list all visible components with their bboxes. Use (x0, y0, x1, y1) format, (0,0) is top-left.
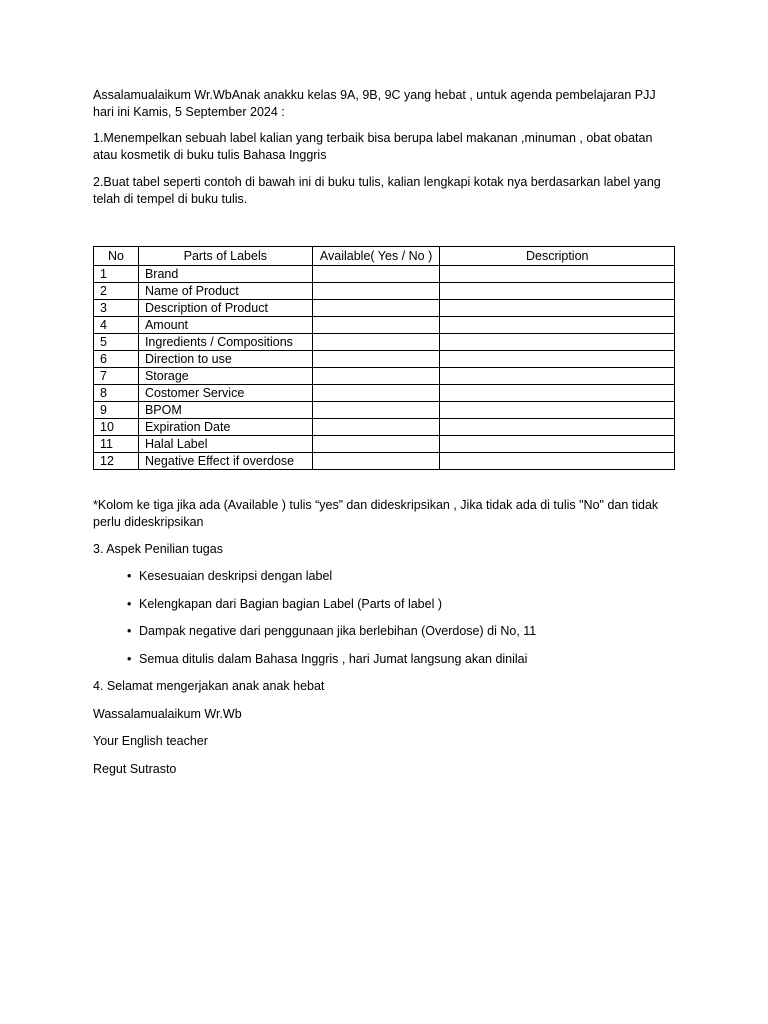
instruction-step-2: 2.Buat tabel seperti contoh di bawah ini di buku tulis, kalian lengkapi kotak nya berdasarkan label yang telah di tempel di buku tulis. (93, 175, 661, 206)
row-part-of-label: Description of Product (138, 300, 312, 317)
instruction-step-1: 1.Menempelkan sebuah label kalian yang terbaik bisa berupa label makanan ,minuman , obat obatan atau kosmetik di buku tulis Bahasa Inggris (93, 131, 653, 162)
row-description-cell (440, 266, 675, 283)
assessment-list (93, 568, 678, 668)
closing-step-4: 4. Selamat mengerjakan anak anak hebat (93, 679, 325, 693)
row-part-of-label: Name of Product (138, 283, 312, 300)
row-available-cell (312, 283, 440, 300)
farewell-text: Wassalamualaikum Wr.Wb (93, 706, 242, 721)
row-available-cell (312, 317, 440, 334)
assessment-item-text: Dampak negative dari penggunaan jika berlebihan (Overdose) di No, 11 (139, 624, 537, 638)
row-available-cell (312, 419, 440, 436)
assessment-item-text: Kesesuaian deskripsi dengan label (139, 569, 333, 583)
row-description-cell (440, 419, 675, 436)
assessment-heading: 3. Aspek Penilian tugas (93, 542, 223, 556)
row-available-cell (312, 385, 440, 402)
row-number: 7 (94, 368, 139, 385)
row-description-cell (440, 368, 675, 385)
row-number: 1 (94, 266, 139, 283)
bullet-icon: • (127, 651, 132, 666)
row-part-of-label: Ingredients / Compositions (138, 334, 312, 351)
table-row (94, 368, 675, 385)
greeting-paragraph: Assalamualaikum Wr.WbAnak anakku kelas 9A, 9B, 9C yang hebat , untuk agenda pembelajaran PJJ hari ini Kamis, 5 September 2024 : (93, 88, 656, 119)
document-page (93, 87, 678, 788)
table-header-row (94, 247, 675, 266)
table-row (94, 419, 675, 436)
row-number: 11 (94, 436, 139, 453)
table-row (94, 402, 675, 419)
table-row (94, 436, 675, 453)
row-available-cell (312, 266, 440, 283)
row-part-of-label: Brand (138, 266, 312, 283)
row-part-of-label: BPOM (138, 402, 312, 419)
row-description-cell (440, 334, 675, 351)
table-row (94, 317, 675, 334)
row-number: 6 (94, 351, 139, 368)
row-number: 9 (94, 402, 139, 419)
assessment-item (93, 651, 678, 668)
header-no: No (94, 247, 139, 266)
bullet-icon: • (127, 596, 132, 611)
table-row (94, 453, 675, 470)
row-number: 3 (94, 300, 139, 317)
row-part-of-label: Amount (138, 317, 312, 334)
row-description-cell (440, 385, 675, 402)
assessment-item (93, 596, 678, 613)
assessment-item (93, 623, 678, 640)
row-available-cell (312, 368, 440, 385)
row-part-of-label: Costomer Service (138, 385, 312, 402)
row-available-cell (312, 300, 440, 317)
row-part-of-label: Expiration Date (138, 419, 312, 436)
row-number: 12 (94, 453, 139, 470)
row-description-cell (440, 317, 675, 334)
row-available-cell (312, 351, 440, 368)
row-description-cell (440, 351, 675, 368)
teacher-role: Your English teacher (93, 734, 208, 748)
label-parts-table (93, 246, 675, 470)
table-row (94, 385, 675, 402)
assessment-item (93, 568, 678, 585)
table-row (94, 300, 675, 317)
table-row (94, 334, 675, 351)
row-description-cell (440, 436, 675, 453)
row-number: 10 (94, 419, 139, 436)
row-number: 5 (94, 334, 139, 351)
row-part-of-label: Storage (138, 368, 312, 385)
row-description-cell (440, 402, 675, 419)
note-paragraph: *Kolom ke tiga jika ada (Available ) tulis “yes” dan dideskripsikan , Jika tidak ada di tulis "No" dan tidak perlu dideskripsikan (93, 498, 659, 529)
header-parts-of-labels: Parts of Labels (138, 247, 312, 266)
table-row (94, 351, 675, 368)
row-number: 8 (94, 385, 139, 402)
row-available-cell (312, 402, 440, 419)
table-body (94, 266, 675, 470)
bullet-icon: • (127, 624, 132, 638)
spacer (93, 218, 678, 246)
header-available: Available( Yes / No ) (312, 247, 440, 266)
row-description-cell (440, 300, 675, 317)
assessment-item-text: Kelengkapan dari Bagian bagian Label (Parts of label ) (139, 596, 442, 611)
row-part-of-label: Halal Label (138, 436, 312, 453)
row-description-cell (440, 283, 675, 300)
row-number: 4 (94, 317, 139, 334)
row-part-of-label: Direction to use (138, 351, 312, 368)
table-row (94, 283, 675, 300)
teacher-name: Regut Sutrasto (93, 761, 177, 776)
row-available-cell (312, 453, 440, 470)
row-number: 2 (94, 283, 139, 300)
assessment-item-text: Semua ditulis dalam Bahasa Inggris , hari Jumat langsung akan dinilai (139, 651, 528, 666)
table-row (94, 266, 675, 283)
row-available-cell (312, 436, 440, 453)
row-part-of-label: Negative Effect if overdose (138, 453, 312, 470)
header-description: Description (440, 247, 675, 266)
row-description-cell (440, 453, 675, 470)
bullet-icon: • (127, 569, 132, 583)
row-available-cell (312, 334, 440, 351)
